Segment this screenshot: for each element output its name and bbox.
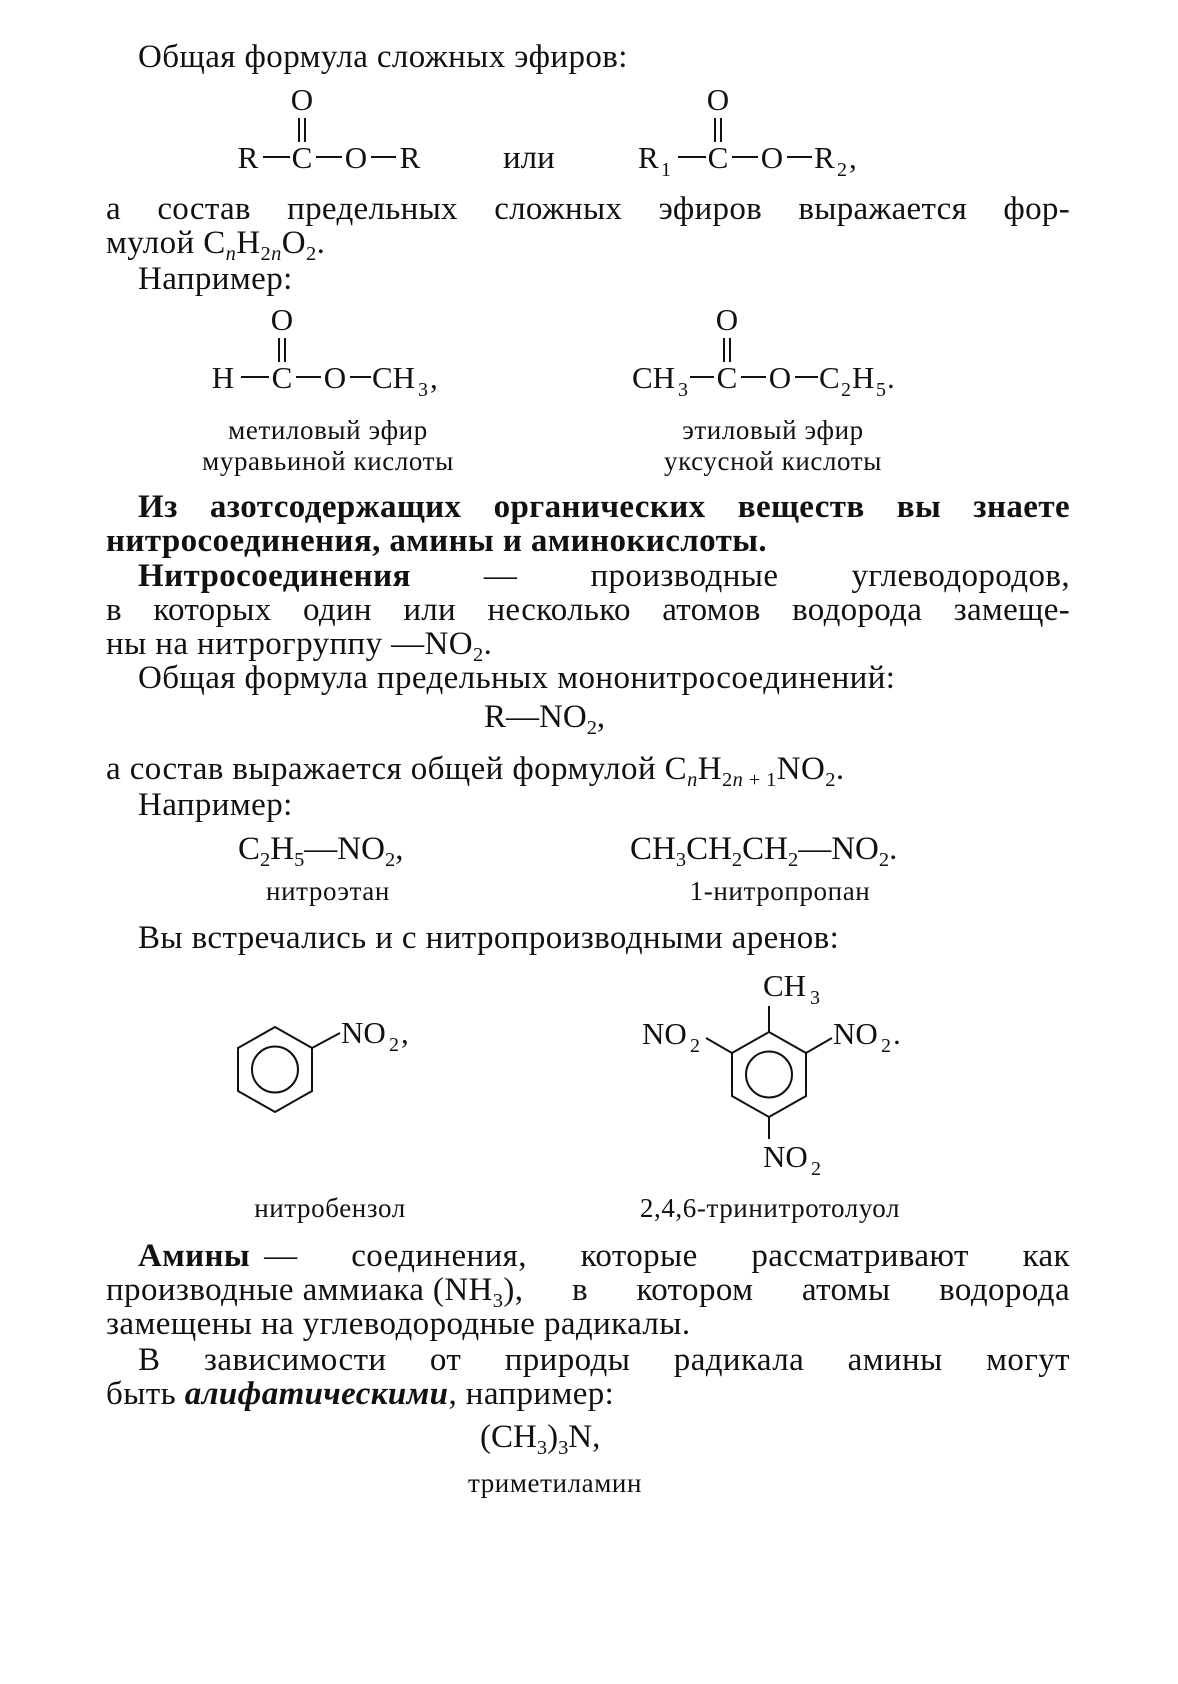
ester-general-formula-2 — [630, 80, 900, 180]
svg-text:2: 2 — [690, 1035, 700, 1057]
amines-types-line-2: быть алифатическими, например: — [106, 1376, 615, 1412]
svg-text:NO: NO — [341, 1015, 386, 1050]
nitrobenzene-structure — [220, 1005, 440, 1135]
ethyl-acetate-caption-1: этиловый эфир — [682, 415, 864, 445]
nitropropane-formula: $CH_3CH_2CH_2—NO_2$. — [630, 831, 898, 872]
example-label-1: Например: — [138, 261, 293, 297]
nitropropane-caption: 1-нитропропан — [689, 876, 871, 906]
svg-text:CH: CH — [372, 360, 416, 395]
svg-text:3: 3 — [418, 379, 428, 401]
mononitro-formula: $R—NO_2$, — [484, 699, 606, 740]
trimethylamine-caption: триметиламин — [467, 1468, 643, 1498]
svg-text:2: 2 — [837, 159, 847, 181]
svg-text:2: 2 — [811, 1158, 821, 1180]
svg-text:2: 2 — [389, 1034, 399, 1056]
svg-text:.: . — [887, 360, 895, 395]
svg-text:R: R — [814, 140, 835, 175]
amines-term: Амины — [138, 1238, 251, 1274]
arenes-intro: Вы встречались и с нитропроизводными аренов: — [138, 920, 840, 956]
amines-definition-line-2: производные аммиака ($NH_3$ ), в котором атомы водорода — [106, 1272, 1070, 1313]
ester-composition-line-1: а состав предельных сложных эфиров выражается фор- — [106, 191, 1070, 227]
example-label-2: Например: — [138, 787, 293, 823]
ethyl-acetate-caption-2: уксусной кислоты — [664, 446, 882, 476]
carbonyl-oxygen: O — [290, 82, 314, 117]
nitro-definition-line-1: Нитросоединения — производные углеводородов, — [138, 558, 1070, 594]
ester-composition-line-2: мулой $C_nH_{2n}O_2$. — [106, 225, 326, 266]
mononitro-composition: а состав выражается общей формулой $C_nH_{2n + 1}NO_2$. — [106, 751, 845, 792]
svg-text:O: O — [760, 140, 784, 175]
nitrogen-intro-line-1: Из азотсодержащих органических веществ вы знаете — [138, 489, 1070, 525]
or-word: или — [503, 140, 555, 176]
nitro-definition-line-3: ны на нитрогруппу $—NO_2$. — [106, 626, 493, 667]
svg-text:O: O — [715, 302, 739, 337]
nitro-definition-line-2: в которых один или несколько атомов водорода замеще- — [106, 592, 1070, 628]
svg-text:C: C — [819, 360, 840, 395]
nitroethane-caption: нитроэтан — [266, 876, 390, 906]
svg-text:5: 5 — [876, 379, 886, 401]
svg-text:H: H — [852, 360, 875, 395]
svg-text:2: 2 — [841, 379, 851, 401]
nitro-term: Нитросоединения — [138, 558, 411, 594]
ester-general-formula-1 — [230, 80, 450, 180]
svg-text:CH: CH — [632, 360, 676, 395]
svg-text:O: O — [270, 302, 294, 337]
ethyl-acetate-formula — [630, 300, 920, 400]
aliphatic-term: алифатическими — [184, 1376, 449, 1412]
svg-text:O: O — [768, 360, 792, 395]
svg-text:R: R — [237, 140, 259, 175]
svg-text:R: R — [638, 140, 659, 175]
svg-text:C: C — [707, 140, 729, 175]
svg-text:C: C — [271, 360, 293, 395]
methyl-formate-formula — [205, 300, 465, 400]
trinitrotoluene-structure — [636, 962, 926, 1182]
svg-text:2: 2 — [881, 1035, 891, 1057]
tnt-caption: 2,4,6-тринитротолуол — [639, 1193, 901, 1223]
trimethylamine-formula: $(CH_3)_3N$, — [480, 1419, 601, 1460]
nitroethane-formula: $C_2H_5—NO_2$, — [238, 831, 404, 872]
svg-text:O: O — [344, 140, 368, 175]
amines-definition-line-1: Амины — соединения, которые рассматривают как — [138, 1238, 1070, 1274]
amines-types-line-1: В зависимости от природы радикала амины могут — [138, 1342, 1070, 1378]
svg-text:C: C — [291, 140, 313, 175]
mononitro-intro: Общая формула предельных мононитросоединений: — [138, 660, 896, 696]
svg-text:,: , — [849, 140, 857, 175]
ester-intro: Общая формула сложных эфиров: — [138, 39, 628, 75]
svg-text:.: . — [893, 1016, 901, 1051]
svg-text:NO: NO — [763, 1139, 808, 1174]
svg-text:C: C — [716, 360, 738, 395]
svg-text:CH: CH — [763, 968, 807, 1003]
svg-text:H: H — [211, 360, 235, 395]
svg-text:NO: NO — [642, 1016, 687, 1051]
svg-text:O: O — [706, 82, 730, 117]
svg-text:1: 1 — [661, 159, 671, 181]
svg-text:3: 3 — [810, 987, 820, 1009]
svg-text:R: R — [399, 140, 421, 175]
svg-text:,: , — [430, 360, 438, 395]
amines-definition-line-3: замещены на углеводородные радикалы. — [106, 1306, 691, 1342]
nitrogen-intro-line-2: нитросоединения, амины и аминокислоты. — [106, 523, 768, 559]
svg-text:3: 3 — [678, 379, 688, 401]
svg-text:,: , — [401, 1015, 409, 1050]
methyl-formate-caption-1: метиловый эфир — [228, 415, 428, 445]
svg-text:O: O — [323, 360, 347, 395]
methyl-formate-caption-2: муравьиной кислоты — [202, 446, 454, 476]
svg-text:NO: NO — [833, 1016, 878, 1051]
nitrobenzene-caption: нитробензол — [254, 1193, 406, 1223]
